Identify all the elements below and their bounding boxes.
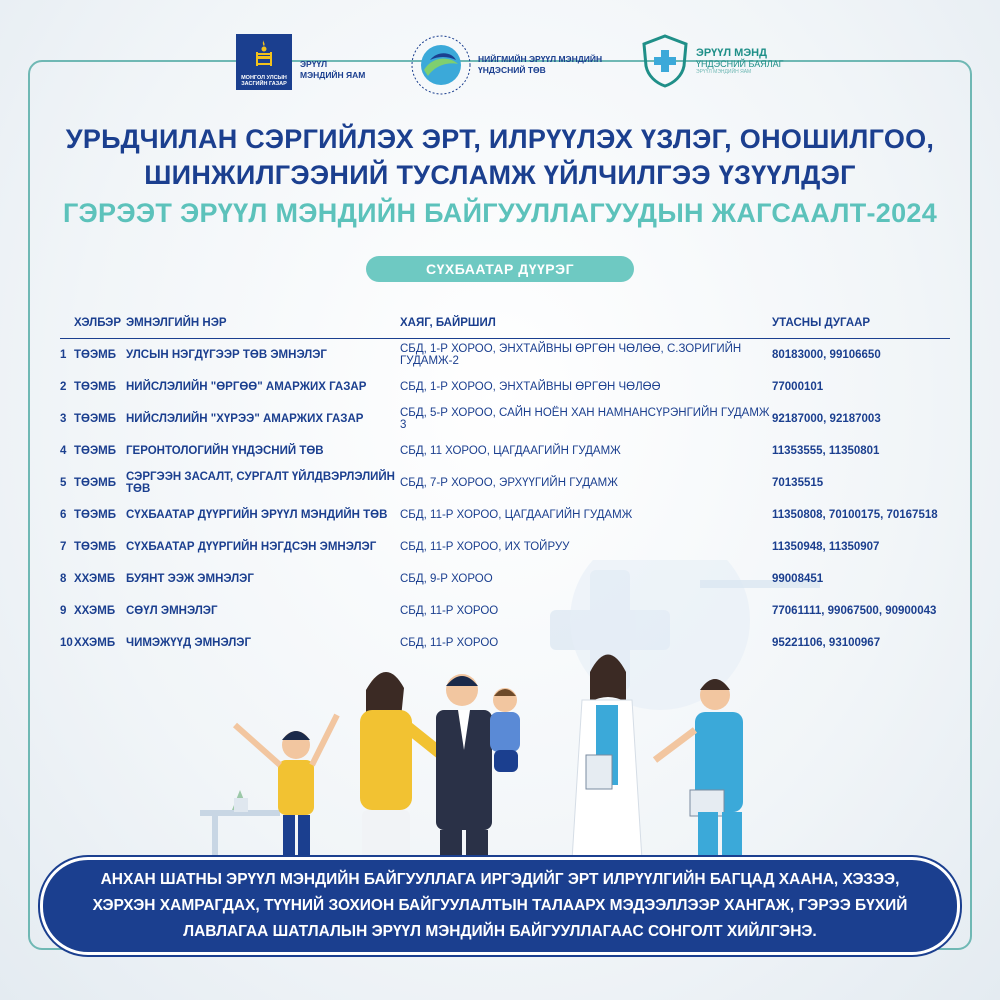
row-type: ХХЭМБ xyxy=(74,637,116,649)
table-row xyxy=(60,467,950,499)
table-row xyxy=(60,339,950,371)
ntc-name-line2: ҮНДЭСНИЙ ТӨВ xyxy=(478,65,546,75)
ntc-name xyxy=(478,54,602,76)
table-row xyxy=(60,403,950,435)
table-row xyxy=(60,435,950,467)
soyombo-icon xyxy=(254,38,274,68)
row-number: 10 xyxy=(60,637,73,649)
ministry-name-line1: ЭРҮҮЛ xyxy=(300,59,328,69)
row-phone: 80183000, 99106650 xyxy=(772,349,881,361)
row-number: 2 xyxy=(60,381,67,393)
ministry-name xyxy=(300,43,365,81)
ntc-logo xyxy=(410,34,602,96)
row-address: СБД, 11-Р ХОРОО, ЦАГДААГИЙН ГУДАМЖ xyxy=(400,509,633,521)
row-phone: 77000101 xyxy=(772,381,824,393)
row-type: ХХЭМБ xyxy=(74,573,116,585)
row-phone: 92187000, 92187003 xyxy=(772,413,881,425)
row-phone: 77061111, 99067500, 90900043 xyxy=(772,605,937,617)
ntc-emblem-icon xyxy=(410,34,472,96)
row-name: СЭРГЭЭН ЗАСАЛТ, СУРГАЛТ ҮЙЛДВЭРЛЭЛИЙН ТӨВ xyxy=(126,471,395,495)
header-phone: УТАСНЫ ДУГААР xyxy=(772,317,871,329)
row-number: 5 xyxy=(60,477,67,489)
row-type: ТӨЭМБ xyxy=(74,509,116,521)
ministry-emblem xyxy=(236,34,292,90)
row-name: НИЙСЛЭЛИЙН "ХҮРЭЭ" АМАРЖИХ ГАЗАР xyxy=(126,413,364,425)
ministry-logo xyxy=(236,34,365,90)
health-wealth-line2: ҮНДЭСНИЙ БАЯЛАГ xyxy=(696,58,784,69)
row-type: ТӨЭМБ xyxy=(74,541,116,553)
title-line-2: ШИНЖИЛГЭЭНИЙ ТУСЛАМЖ ҮЙЛЧИЛГЭЭ ҮЗҮҮЛДЭГ xyxy=(144,160,856,190)
table-row xyxy=(60,563,950,595)
table-row xyxy=(60,531,950,563)
row-address: СБД, 1-Р ХОРОО, ЭНХТАЙВНЫ ӨРГӨН ЧӨЛӨӨ xyxy=(400,381,661,393)
row-phone: 11353555, 11350801 xyxy=(772,445,880,457)
row-name: НИЙСЛЭЛИЙН "ӨРГӨӨ" АМАРЖИХ ГАЗАР xyxy=(126,381,367,393)
row-type: ТӨЭМБ xyxy=(74,413,116,425)
ministry-name-line2: МЭНДИЙН ЯАМ xyxy=(300,70,366,80)
row-address: СБД, 7-Р ХОРОО, ЭРХҮҮГИЙН ГУДАМЖ xyxy=(400,477,618,489)
row-number: 8 xyxy=(60,573,67,585)
row-phone: 11350948, 11350907 xyxy=(772,541,880,553)
row-number: 4 xyxy=(60,445,67,457)
child-figure xyxy=(235,715,337,860)
row-number: 9 xyxy=(60,605,67,617)
table-row xyxy=(60,371,950,403)
health-wealth-line1: ЭРҮҮЛ МЭНД xyxy=(696,46,767,59)
table-body xyxy=(60,339,950,659)
table-row xyxy=(60,627,950,659)
row-name: БУЯНТ ЭЭЖ ЭМНЭЛЭГ xyxy=(126,573,254,585)
row-number: 6 xyxy=(60,509,67,521)
row-phone: 11350808, 70100175, 70167518 xyxy=(772,509,938,521)
row-phone: 70135515 xyxy=(772,477,824,489)
clinic-table xyxy=(60,308,950,659)
header-address: ХАЯГ, БАЙРШИЛ xyxy=(400,317,496,329)
health-shield-icon xyxy=(640,34,690,88)
row-address: СБД, 5-Р ХОРОО, САЙН НОЁН ХАН НАМНАНСҮРЭНГИЙН ГУДАМЖ 3 xyxy=(400,407,770,431)
district-badge: СҮХБААТАР ДҮҮРЭГ xyxy=(366,256,634,282)
row-address: СБД, 11 ХОРОО, ЦАГДААГИЙН ГУДАМЖ xyxy=(400,445,621,457)
title-line-1: УРЬДЧИЛАН СЭРГИЙЛЭХ ЭРТ, ИЛРҮҮЛЭХ ҮЗЛЭГ, ОНОШИЛГОО, xyxy=(65,124,935,154)
row-address: СБД, 1-Р ХОРОО, ЭНХТАЙВНЫ ӨРГӨН ЧӨЛӨӨ, С.ЗОРИГИЙН ГУДАМЖ-2 xyxy=(400,343,742,367)
row-name: СҮХБААТАР ДҮҮРГИЙН НЭГДСЭН ЭМНЭЛЭГ xyxy=(126,541,377,553)
row-name: ГЕРОНТОЛОГИЙН ҮНДЭСНИЙ ТӨВ xyxy=(126,445,324,457)
row-number: 3 xyxy=(60,413,67,425)
health-wealth-text xyxy=(696,47,784,76)
table-row xyxy=(60,499,950,531)
row-number: 1 xyxy=(60,349,67,361)
row-name: ЧИМЭЖҮҮД ЭМНЭЛЭГ xyxy=(126,637,251,649)
row-name: СҮХБААТАР ДҮҮРГИЙН ЭРҮҮЛ МЭНДИЙН ТӨВ xyxy=(126,509,388,521)
header-type: ХЭЛБЭР xyxy=(74,317,122,329)
row-name: СӨҮЛ ЭМНЭЛЭГ xyxy=(126,605,218,617)
toddler-figure xyxy=(490,688,520,772)
health-wealth-line3: ЭРҮҮЛ МЭНДИЙН ЯАМ xyxy=(696,68,752,75)
health-wealth-logo xyxy=(640,34,784,88)
title-line-3: ГЭРЭЭТ ЭРҮҮЛ МЭНДИЙН БАЙГУУЛЛАГУУДЫН ЖАГСААЛТ-2024 xyxy=(62,198,938,228)
row-phone: 99008451 xyxy=(772,573,824,585)
ministry-caption: МОНГОЛ УЛСЫН ЗАСГИЙН ГАЗАР xyxy=(241,75,287,87)
row-type: ТӨЭМБ xyxy=(74,477,116,489)
row-address: СБД, 11-Р ХОРОО xyxy=(400,605,499,617)
table-header xyxy=(60,308,950,339)
row-address: СБД, 11-Р ХОРОО xyxy=(400,637,499,649)
row-address: СБД, 11-Р ХОРОО, ИХ ТОЙРУУ xyxy=(400,541,570,553)
row-number: 7 xyxy=(60,541,67,553)
row-type: ТӨЭМБ xyxy=(74,381,116,393)
info-banner xyxy=(40,857,960,955)
info-banner-text: АНХАН ШАТНЫ ЭРҮҮЛ МЭНДИЙН БАЙГУУЛЛАГА ИРГЭДИЙГ ЭРТ ИЛРҮҮЛГИЙН БАГЦАД ХААНА, ХЭЗЭЭ, ХЭРХЭН ХАМРАГДАХ, ТҮҮНИЙ ЗОХИОН БАЙГУУЛАЛТЫН ТАЛААРХ МЭДЭЭЛЛЭЭР ХАНГАЖ, ГЭРЭЭ БҮХИЙ ЛАВЛАГАА ШАТЛАЛЫН ЭРҮҮЛ МЭНДИЙН БАЙГУУЛЛАГААС СОНГОЛТ ХИЙЛГЭНЭ. xyxy=(92,871,908,940)
header-name: ЭМНЭЛГИЙН НЭР xyxy=(126,317,227,329)
row-type: ХХЭМБ xyxy=(74,605,116,617)
row-type: ТӨЭМБ xyxy=(74,349,116,361)
row-name: УЛСЫН НЭГДҮГЭЭР ТӨВ ЭМНЭЛЭГ xyxy=(126,349,327,361)
table-row xyxy=(60,595,950,627)
ntc-name-line1: НИЙГМИЙН ЭРҮҮЛ МЭНДИЙН xyxy=(478,54,603,64)
row-address: СБД, 9-Р ХОРОО xyxy=(400,573,493,585)
row-phone: 95221106, 93100967 xyxy=(772,637,881,649)
row-type: ТӨЭМБ xyxy=(74,445,116,457)
